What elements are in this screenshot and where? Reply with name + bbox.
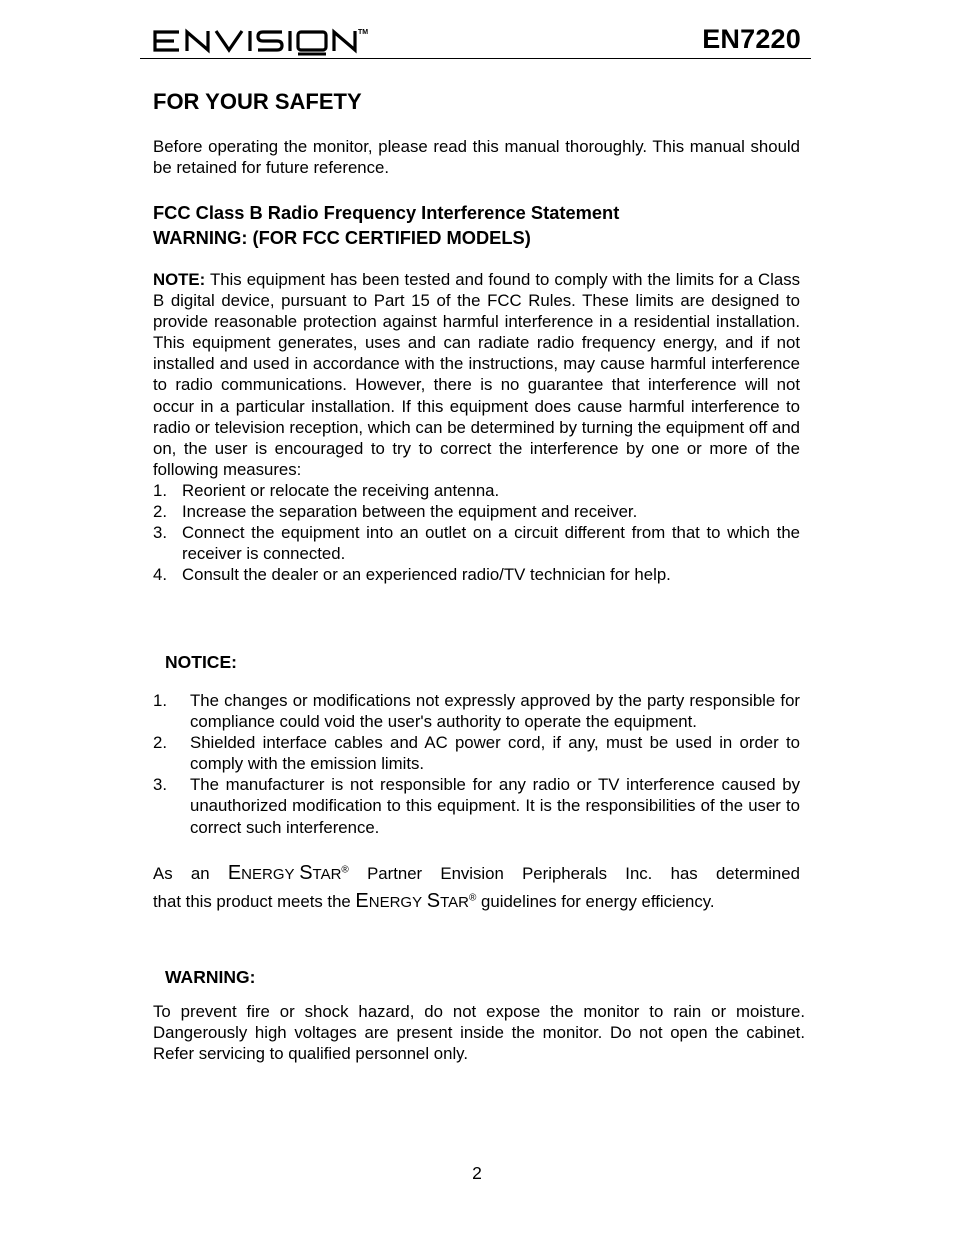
note-label: NOTE: <box>153 270 206 289</box>
page-header <box>140 18 811 59</box>
warning-heading: WARNING: <box>165 967 256 987</box>
list-item <box>153 480 800 501</box>
list-item <box>153 522 800 564</box>
notice-section <box>153 690 800 838</box>
energy-star-name: ENERGY STAR® <box>227 862 349 884</box>
page-number: 2 <box>472 1163 482 1183</box>
list-item <box>153 732 800 774</box>
list-item-number: 1. <box>153 480 167 500</box>
list-item-text: Consult the dealer or an experienced radio/TV technician for help. <box>182 565 671 585</box>
energy-word: determined <box>715 864 800 883</box>
list-item-text: Connect the equipment into an outlet on a circuit different from that to which the receiver is connected. <box>182 523 800 564</box>
notice-list <box>153 690 800 838</box>
fcc-note-paragraph <box>153 269 800 480</box>
list-item-text: Reorient or relocate the receiving antenna. <box>182 480 500 500</box>
fcc-heading <box>153 201 619 250</box>
list-item-number: 3. <box>153 775 167 795</box>
fcc-note-section <box>153 269 800 585</box>
page-title: FOR YOUR SAFETY <box>153 89 362 114</box>
intro-paragraph: Before operating the monitor, please read this manual thoroughly. This manual should be retained for future reference. <box>153 137 800 178</box>
warning-paragraph: To prevent fire or shock hazard, do not expose the monitor to rain or moisture. Dangerously high voltages are present inside the monitor. Do not open the cabinet. Refer servicing to qualified personnel only. <box>153 1002 805 1064</box>
list-item-text: The changes or modifications not expressly approved by the party responsible for compliance could void the user's authority to operate the equipment. <box>190 691 800 732</box>
note-text: This equipment has been tested and found to comply with the limits for a Class B digital device, pursuant to Part 15 of the FCC Rules. These limits are designed to provide reasonable protection against harmful interference in a residential installation. This equipment generates, uses and can radiate radio frequency energy, and if not installed and used in accordance with the instructions, may cause harmful interference to radio communications. However, there is no guarantee that interference will not occur in a particular installation. If this equipment does cause harmful interference to radio or television reception, which can be determined by turning the equipment off and on, the user is encouraged to try to correct the interference by one or more of the following measures: <box>153 270 800 479</box>
envision-logo-graphic <box>152 24 372 56</box>
list-item-number: 2. <box>153 733 167 753</box>
list-item-number: 2. <box>153 502 167 522</box>
list-item-text: Increase the separation between the equipment and receiver. <box>182 502 638 522</box>
energy-word: Inc. <box>625 864 653 883</box>
energy-line-2: that this product meets the ENERGY STAR® guidelines for energy efficiency. <box>153 890 715 912</box>
energy-word: an <box>190 864 210 883</box>
measures-list <box>153 480 800 585</box>
notice-heading: NOTICE: <box>165 652 237 672</box>
list-item <box>153 501 800 522</box>
list-item <box>153 774 800 837</box>
model-number: EN7220 <box>702 24 801 54</box>
energy-word: Partner <box>367 864 423 883</box>
list-item-number: 1. <box>153 691 167 710</box>
energy-line-1 <box>153 860 800 888</box>
energy-star-statement <box>153 860 800 916</box>
list-item-text: The manufacturer is not responsible for any radio or TV interference caused by unauthorized modification to this equipment. It is the responsibilities of the user to correct such interference. <box>190 775 800 837</box>
fcc-heading-line-2: WARNING: (FOR FCC CERTIFIED MODELS) <box>153 226 531 248</box>
list-item-number: 4. <box>153 565 167 585</box>
energy-star-name: ENERGY STAR® <box>355 890 477 912</box>
list-item <box>153 564 800 585</box>
list-item-number: 3. <box>153 523 167 543</box>
list-item-text: Shielded interface cables and AC power cord, if any, must be used in order to comply with the emission limits. <box>190 733 800 774</box>
energy-word: Envision <box>440 864 504 883</box>
energy-word: As <box>153 864 173 883</box>
energy-word: Peripherals <box>522 864 607 883</box>
envision-logo <box>152 24 372 56</box>
trademark-mark: TM <box>358 29 369 36</box>
list-item <box>153 690 800 732</box>
energy-word: has <box>670 864 698 883</box>
fcc-heading-line-1: FCC Class B Radio Frequency Interference Statement <box>153 202 620 223</box>
